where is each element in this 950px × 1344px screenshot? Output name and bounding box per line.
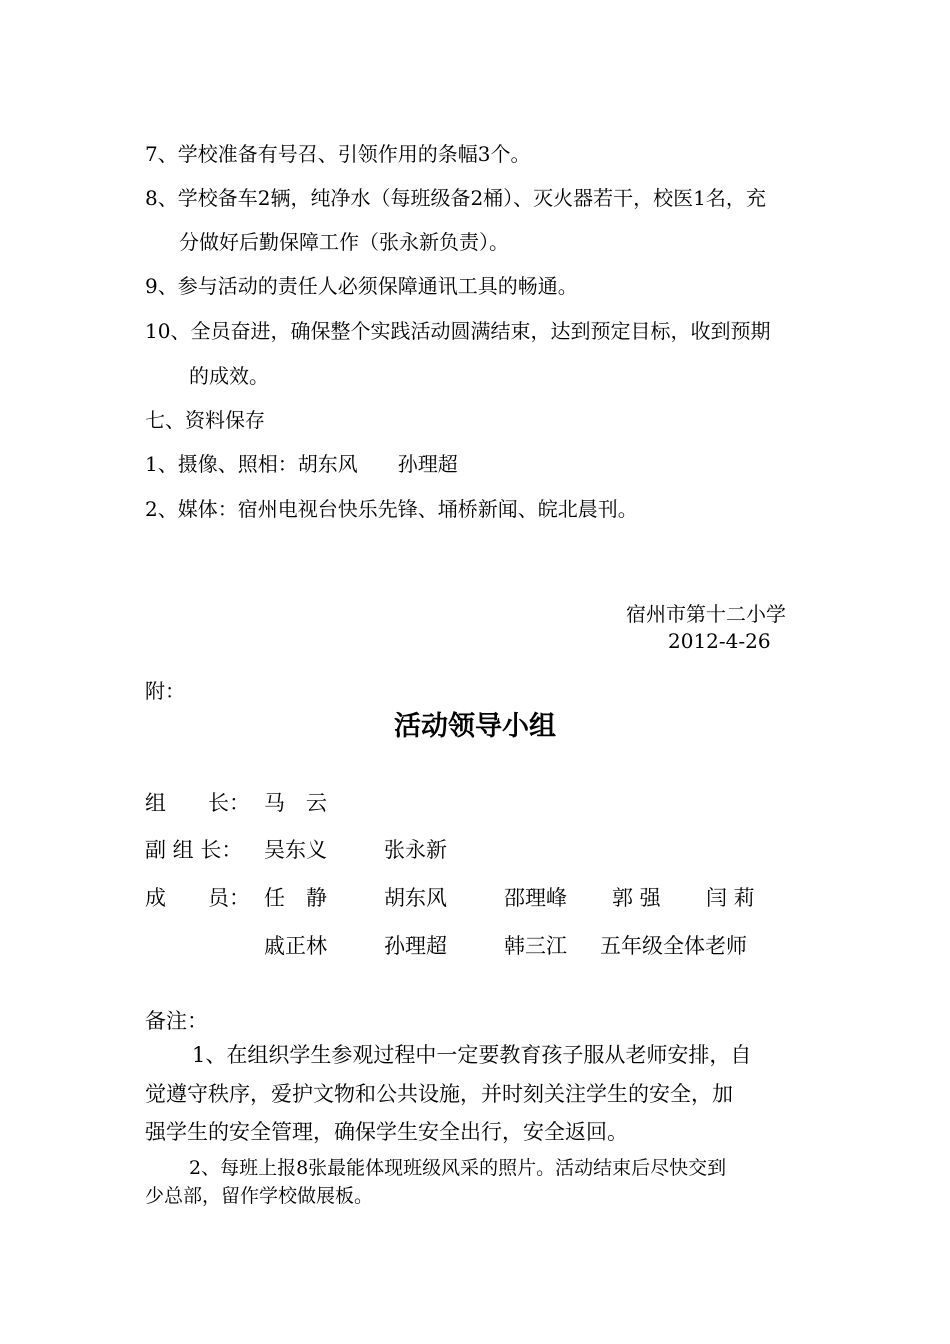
member-name: 孙理超 — [384, 934, 447, 958]
member-name: 韩三江 — [504, 934, 567, 958]
appendix-title: 活动领导小组 — [394, 711, 556, 742]
member-name: 戚正林 — [264, 934, 327, 958]
leader-label: 组 长： — [145, 791, 250, 815]
signature-date: 2012-4-26 — [668, 629, 771, 653]
item-9: 9、参与活动的责任人必须保障通讯工具的畅通。 — [145, 274, 578, 298]
item-10-line1: 10、全员奋进，确保整个实践活动圆满结束，达到预定目标，收到预期 — [145, 319, 771, 343]
item-8-line2: 分做好后勤保障工作（张永新负责）。 — [179, 230, 509, 254]
remark-1-line3: 强学生的安全管理，确保学生安全出行，安全返回。 — [145, 1120, 628, 1144]
member-name: 任 静 — [264, 886, 327, 910]
member-name: 郭 强 — [612, 886, 661, 910]
remark-2-line2: 少总部，留作学校做展板。 — [145, 1185, 374, 1207]
leader-name: 马 云 — [264, 791, 327, 815]
item-8-line1: 8、学校备车2辆，纯净水（每班级备2桶）、灭火器若干，校医1名，充 — [145, 186, 766, 210]
member-label: 成 员： — [145, 886, 250, 910]
appendix-label: 附： — [145, 679, 185, 703]
section-item-2: 2、媒体：宿州电视台快乐先锋、埇桥新闻、皖北晨刊。 — [145, 497, 638, 521]
vice-leader-label: 副 组 长： — [145, 838, 243, 862]
section-item-1: 1、摄像、照相：胡东风 孙理超 — [145, 452, 458, 476]
vice-leader-name: 张永新 — [384, 838, 447, 862]
section-heading: 七、资料保存 — [145, 408, 265, 432]
member-name: 闫 莉 — [706, 886, 755, 910]
remarks-label: 备注： — [145, 1009, 208, 1033]
item-7: 7、学校准备有号召、引领作用的条幅3个。 — [145, 142, 531, 166]
remark-1-line2: 觉遵守秩序，爱护文物和公共设施，并时刻关注学生的安全，加 — [145, 1082, 733, 1106]
member-name: 五年级全体老师 — [600, 934, 747, 958]
remark-1-line1: 1、在组织学生参观过程中一定要教育孩子服从老师安排，自 — [171, 1043, 752, 1067]
vice-leader-name: 吴东义 — [264, 838, 327, 862]
member-name: 邵理峰 — [504, 886, 567, 910]
signature-org: 宿州市第十二小学 — [626, 602, 786, 626]
member-name: 胡东风 — [384, 886, 447, 910]
remark-2-line1: 2、每班上报8张最能体现班级风采的照片。活动结束后尽快交到 — [189, 1157, 727, 1179]
item-10-line2: 的成效。 — [189, 364, 269, 388]
